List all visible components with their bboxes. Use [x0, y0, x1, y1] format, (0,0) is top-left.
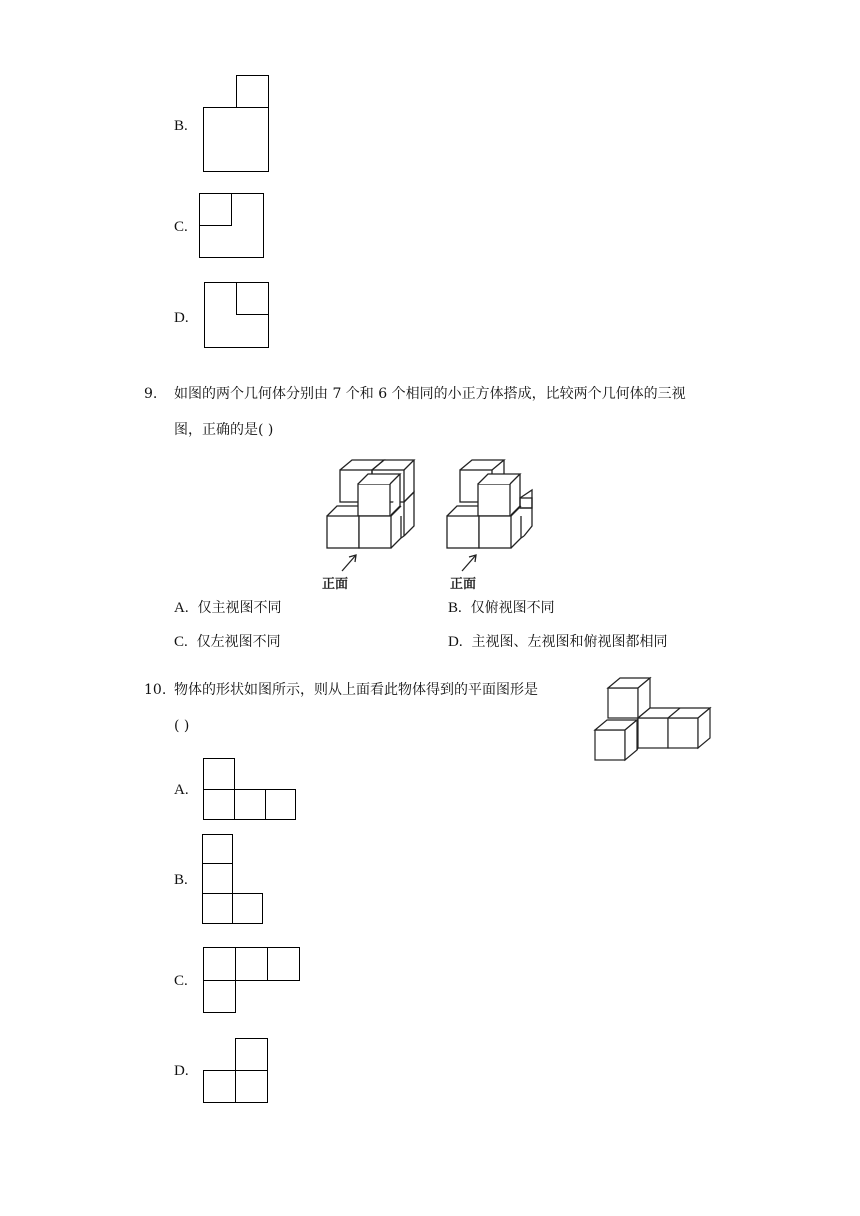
q9-option-b-label: B. — [448, 600, 462, 616]
q9-number: 9. — [144, 386, 158, 402]
q9-figure-left-caption: 正面 — [322, 577, 349, 592]
q9-option-d — [448, 634, 668, 650]
q9-option-c-label: C. — [174, 634, 188, 650]
q10-option-b-figure — [202, 834, 264, 925]
q10-option-c-figure — [203, 947, 302, 1014]
q8-option-c-figure — [199, 193, 265, 259]
q9-figure-left — [320, 458, 420, 593]
q10-number: 10. — [144, 682, 167, 698]
q9-option-b-text: 仅俯视图不同 — [470, 600, 555, 616]
q9-figure-right — [440, 458, 540, 593]
q9-option-b — [448, 600, 555, 616]
q8-option-b-label: B. — [174, 118, 188, 134]
q8-option-c-label: C. — [174, 219, 188, 235]
q9-text-line1: 如图的两个几何体分别由 7 个和 6 个相同的小正方体搭成，比较两个几何体的三视 — [174, 386, 686, 402]
q10-text-line2: ( ) — [174, 718, 190, 734]
q10-text-line1: 物体的形状如图所示，则从上面看此物体得到的平面图形是 — [174, 682, 538, 698]
q10-option-d-figure — [203, 1038, 269, 1104]
q10-option-a-label: A. — [174, 782, 189, 798]
q9-text-line2: 图，正确的是( ) — [174, 422, 274, 438]
q8-option-d-label: D. — [174, 310, 189, 326]
q9-option-a-label: A. — [174, 600, 189, 616]
q9-option-d-text: 主视图、左视图和俯视图都相同 — [471, 634, 668, 650]
q9-figure-right-caption: 正面 — [450, 577, 477, 592]
q9-option-c-text: 仅左视图不同 — [196, 634, 281, 650]
q10-option-d-label: D. — [174, 1063, 189, 1079]
q9-option-d-label: D. — [448, 634, 463, 650]
q10-option-a-figure — [203, 758, 297, 821]
q8-option-d-figure — [204, 282, 270, 349]
q9-option-a-text: 仅主视图不同 — [197, 600, 282, 616]
q10-option-b-label: B. — [174, 872, 188, 888]
q10-option-c-label: C. — [174, 973, 188, 989]
q8-option-b-figure — [203, 75, 269, 173]
q9-option-c — [174, 634, 281, 650]
q10-solid-figure — [592, 676, 716, 764]
q9-option-a — [174, 600, 282, 616]
